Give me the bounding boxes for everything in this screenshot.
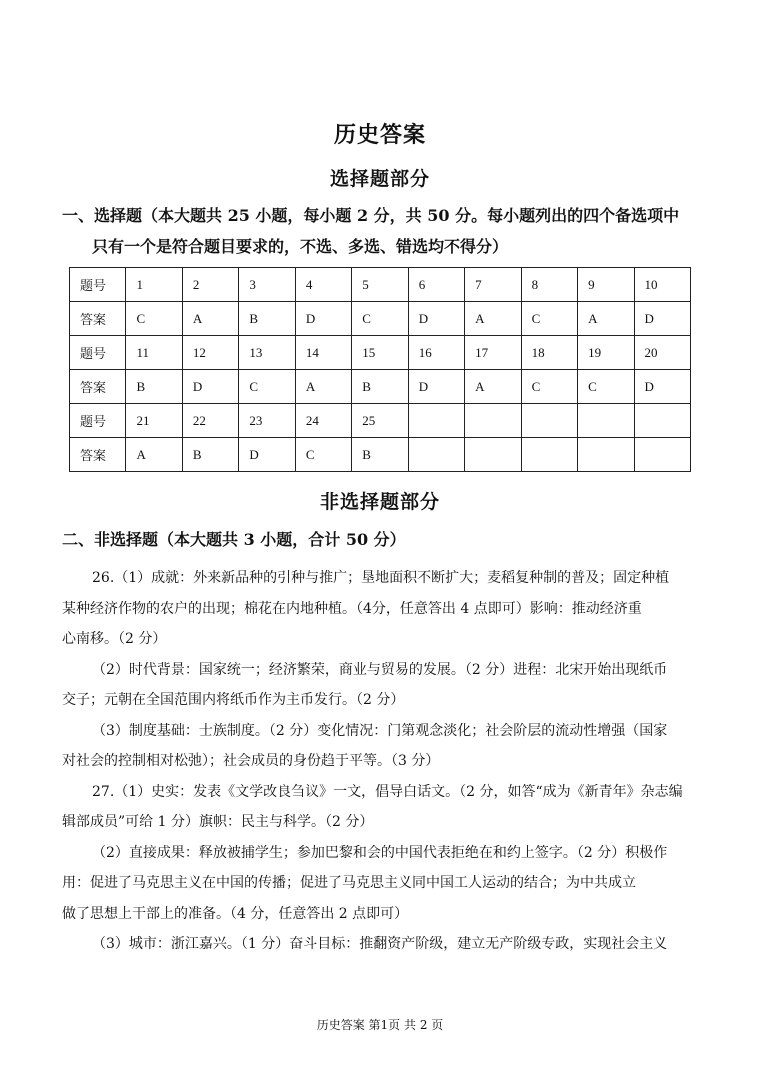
table-cell: 11 — [126, 336, 182, 370]
table-row — [70, 404, 691, 438]
table-cell: A — [465, 370, 521, 404]
table-cell — [521, 438, 577, 472]
table-cell: A — [295, 370, 351, 404]
table-row-header: 答案 — [70, 370, 126, 404]
table-cell: 18 — [521, 336, 577, 370]
answer-paragraph — [62, 777, 702, 838]
table-cell: A — [465, 302, 521, 336]
table-row — [70, 336, 691, 370]
table-cell: 7 — [465, 268, 521, 302]
table-row-header: 题号 — [70, 268, 126, 302]
table-cell: D — [295, 302, 351, 336]
table-cell: 8 — [521, 268, 577, 302]
section1-heading — [62, 200, 702, 262]
table-cell — [465, 404, 521, 438]
table-cell: C — [239, 370, 295, 404]
section2-heading — [62, 524, 702, 555]
table-cell: 24 — [295, 404, 351, 438]
table-row — [70, 302, 691, 336]
table-cell: D — [408, 370, 464, 404]
table-cell: A — [126, 438, 182, 472]
answer-table — [69, 267, 691, 472]
table-cell — [408, 404, 464, 438]
answer-body — [62, 563, 702, 960]
table-cell: 23 — [239, 404, 295, 438]
table-cell — [634, 438, 690, 472]
table-cell — [578, 438, 634, 472]
table-cell: 2 — [182, 268, 238, 302]
table-cell: C — [578, 370, 634, 404]
answer-line: （3）城市：浙江嘉兴。（1 分）奋斗目标：推翻资产阶级，建立无产阶级专政，实现社会主义 — [92, 936, 668, 952]
table-row — [70, 370, 691, 404]
table-cell: C — [521, 370, 577, 404]
answer-line: 某种经济作物的农户的出现；棉花在内地种植。（4分，任意答出 4 点即可）影响：推动经济重 — [62, 600, 642, 617]
table-cell: 20 — [634, 336, 690, 370]
table-cell: A — [578, 302, 634, 336]
table-cell: 15 — [352, 336, 408, 370]
answer-line: 用：促进了马克思主义在中国的传播；促进了马克思主义同中国工人运动的结合；为中共成立 — [62, 875, 636, 891]
answer-line: 26.（1）成就：外来新品种的引种与推广；垦地面积不断扩大；麦稻复种制的普及；固定种植 — [92, 570, 670, 586]
table-cell: 17 — [465, 336, 521, 370]
table-row-header: 答案 — [70, 302, 126, 336]
table-cell: 4 — [295, 268, 351, 302]
table-row-header: 答案 — [70, 438, 126, 472]
table-cell — [408, 438, 464, 472]
table-cell — [521, 404, 577, 438]
table-cell: B — [352, 438, 408, 472]
table-cell: 10 — [634, 268, 690, 302]
answer-line: 对社会的控制相对松弛）；社会成员的身份趋于平等。（3 分） — [62, 753, 440, 769]
table-cell: D — [634, 302, 690, 336]
table-cell: 5 — [352, 268, 408, 302]
table-cell: 13 — [239, 336, 295, 370]
table-cell: C — [352, 302, 408, 336]
table-cell: 14 — [295, 336, 351, 370]
table-cell: D — [182, 370, 238, 404]
table-cell: 1 — [126, 268, 182, 302]
table-cell: C — [521, 302, 577, 336]
table-cell: D — [408, 302, 464, 336]
answer-paragraph — [62, 838, 702, 930]
part2-heading: 非选择题部分 — [319, 491, 440, 513]
table-row-header: 题号 — [70, 404, 126, 438]
answer-line: （2）时代背景：国家统一；经济繁荣，商业与贸易的发展。（2 分）进程：北宋开始出现纸币 — [92, 661, 668, 678]
answer-line: 做了思想上干部上的准备。（4 分，任意答出 2 点即可） — [62, 905, 409, 922]
table-cell: 16 — [408, 336, 464, 370]
table-cell: C — [295, 438, 351, 472]
table-cell: B — [182, 438, 238, 472]
table-cell: 6 — [408, 268, 464, 302]
answer-line: 交子；元朝在全国范围内将纸币作为主币发行。（2 分） — [62, 692, 405, 708]
table-cell: 22 — [182, 404, 238, 438]
answer-paragraph — [62, 655, 702, 716]
page-footer: 历史答案 第1页 共 2 页 — [316, 1018, 444, 1032]
answer-line: 27.（1）史实：发表《文学改良刍议》一文，倡导白话文。（2 分，如答“成为《新青年》杂志编 — [92, 783, 683, 800]
answer-paragraph — [62, 563, 702, 655]
table-cell — [465, 438, 521, 472]
document-title: 历史答案 — [333, 122, 426, 148]
table-cell: B — [239, 302, 295, 336]
table-cell: B — [352, 370, 408, 404]
answer-line: （3）制度基础：士族制度。（2 分）变化情况：门第观念淡化；社会阶层的流动性增强（国家 — [92, 722, 668, 739]
section1-line1: 一、选择题（本大题共 25 小题，每小题 2 分，共 50 分。每小题列出的四个备选项中 — [62, 206, 680, 225]
table-cell: B — [126, 370, 182, 404]
table-cell: C — [126, 302, 182, 336]
table-row-header: 题号 — [70, 336, 126, 370]
table-row — [70, 268, 691, 302]
table-cell: 19 — [578, 336, 634, 370]
table-cell: 12 — [182, 336, 238, 370]
answer-paragraph — [62, 929, 702, 960]
part1-heading: 选择题部分 — [329, 168, 430, 190]
table-cell: 21 — [126, 404, 182, 438]
section1-line2: 只有一个是符合题目要求的，不选、多选、错选均不得分） — [92, 237, 509, 256]
section2-line1: 二、非选择题（本大题共 3 小题，合计 50 分） — [62, 530, 406, 549]
answer-line: （2）直接成果：释放被捕学生；参加巴黎和会的中国代表拒绝在和约上签字。（2 分）积极作 — [92, 844, 668, 861]
table-cell: 25 — [352, 404, 408, 438]
table-cell: D — [634, 370, 690, 404]
table-row — [70, 438, 691, 472]
answer-line: 心南移。（2 分） — [62, 631, 167, 647]
table-cell: 9 — [578, 268, 634, 302]
answer-paragraph — [62, 716, 702, 777]
table-cell — [634, 404, 690, 438]
answer-line: 辑部成员”可给 1 分）旗帜：民主与科学。（2 分） — [62, 814, 374, 830]
table-cell — [578, 404, 634, 438]
table-cell: D — [239, 438, 295, 472]
table-cell: A — [182, 302, 238, 336]
table-cell: 3 — [239, 268, 295, 302]
